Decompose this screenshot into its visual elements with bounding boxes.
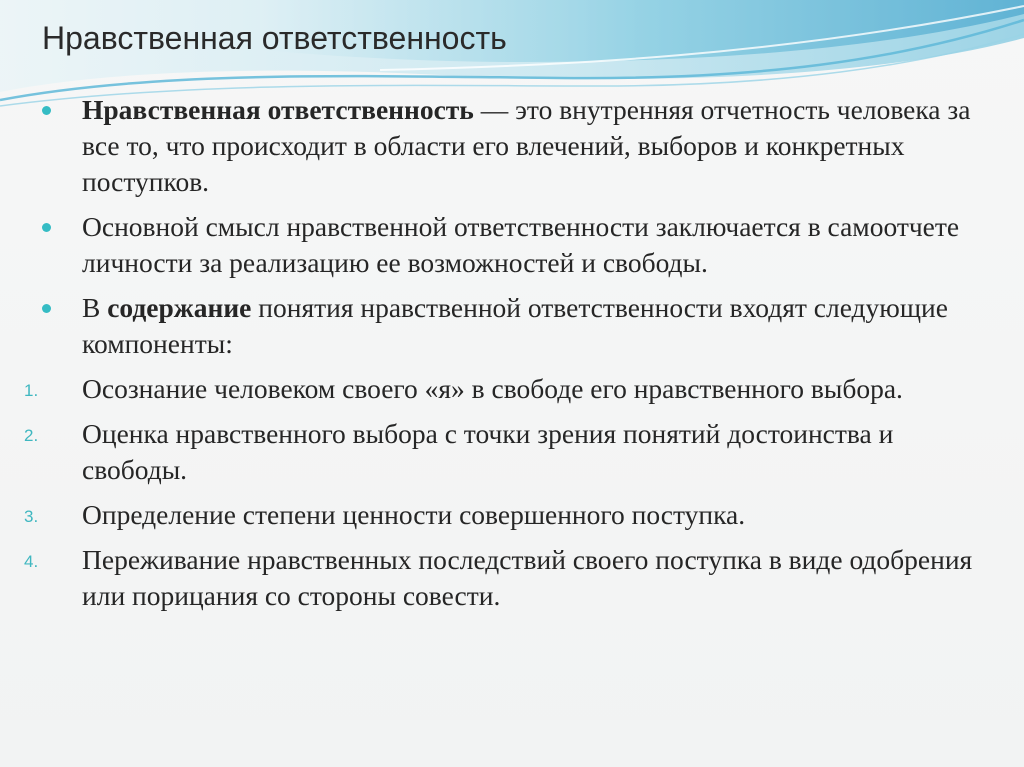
- bullet-item-content: [40, 290, 980, 362]
- bullet-item-meaning: [40, 209, 980, 281]
- numbered-item-2: [24, 416, 980, 488]
- slide-title: Нравственная ответственность: [42, 20, 507, 56]
- bullet-dot-icon: [42, 223, 51, 232]
- bullet-dot-icon: [42, 304, 51, 313]
- numbered-text: Переживание нравственных последствий своего поступка в виде одобрения или порицания со стороны совести.: [82, 544, 973, 611]
- bullet-bold-term: содержание: [107, 292, 252, 323]
- numbered-text: Оценка нравственного выбора с точки зрения понятий достоинства и свободы.: [82, 418, 894, 485]
- bullet-bold-term: Нравственная ответственность: [82, 94, 474, 125]
- slide-content: [24, 92, 980, 623]
- numbered-item-3: [24, 497, 980, 533]
- list-number: 4.: [24, 552, 39, 571]
- bullet-dot-icon: [42, 106, 51, 115]
- bullet-text: понятия нравственной ответственности входят следующие компоненты:: [82, 292, 948, 359]
- numbered-text: Осознание человеком своего «я» в свободе его нравственного выбора.: [82, 373, 903, 404]
- numbered-text: Определение степени ценности совершенного поступка.: [82, 499, 746, 530]
- list-number: 2.: [24, 426, 39, 445]
- bullet-item-definition: [40, 92, 980, 200]
- bullet-text: Основной смысл нравственной ответственности заключается в самоотчете личности за реализацию ее возможностей и свободы.: [82, 211, 960, 278]
- list-number: 3.: [24, 507, 39, 526]
- list-number: 1.: [24, 381, 39, 400]
- bullet-text: — это внутренняя отчетность человека за все то, что происходит в области его влечений, выборов и конкретных поступков.: [82, 94, 971, 197]
- bullet-prefix: В: [82, 292, 108, 323]
- numbered-item-1: [24, 371, 980, 407]
- numbered-item-4: [24, 542, 980, 614]
